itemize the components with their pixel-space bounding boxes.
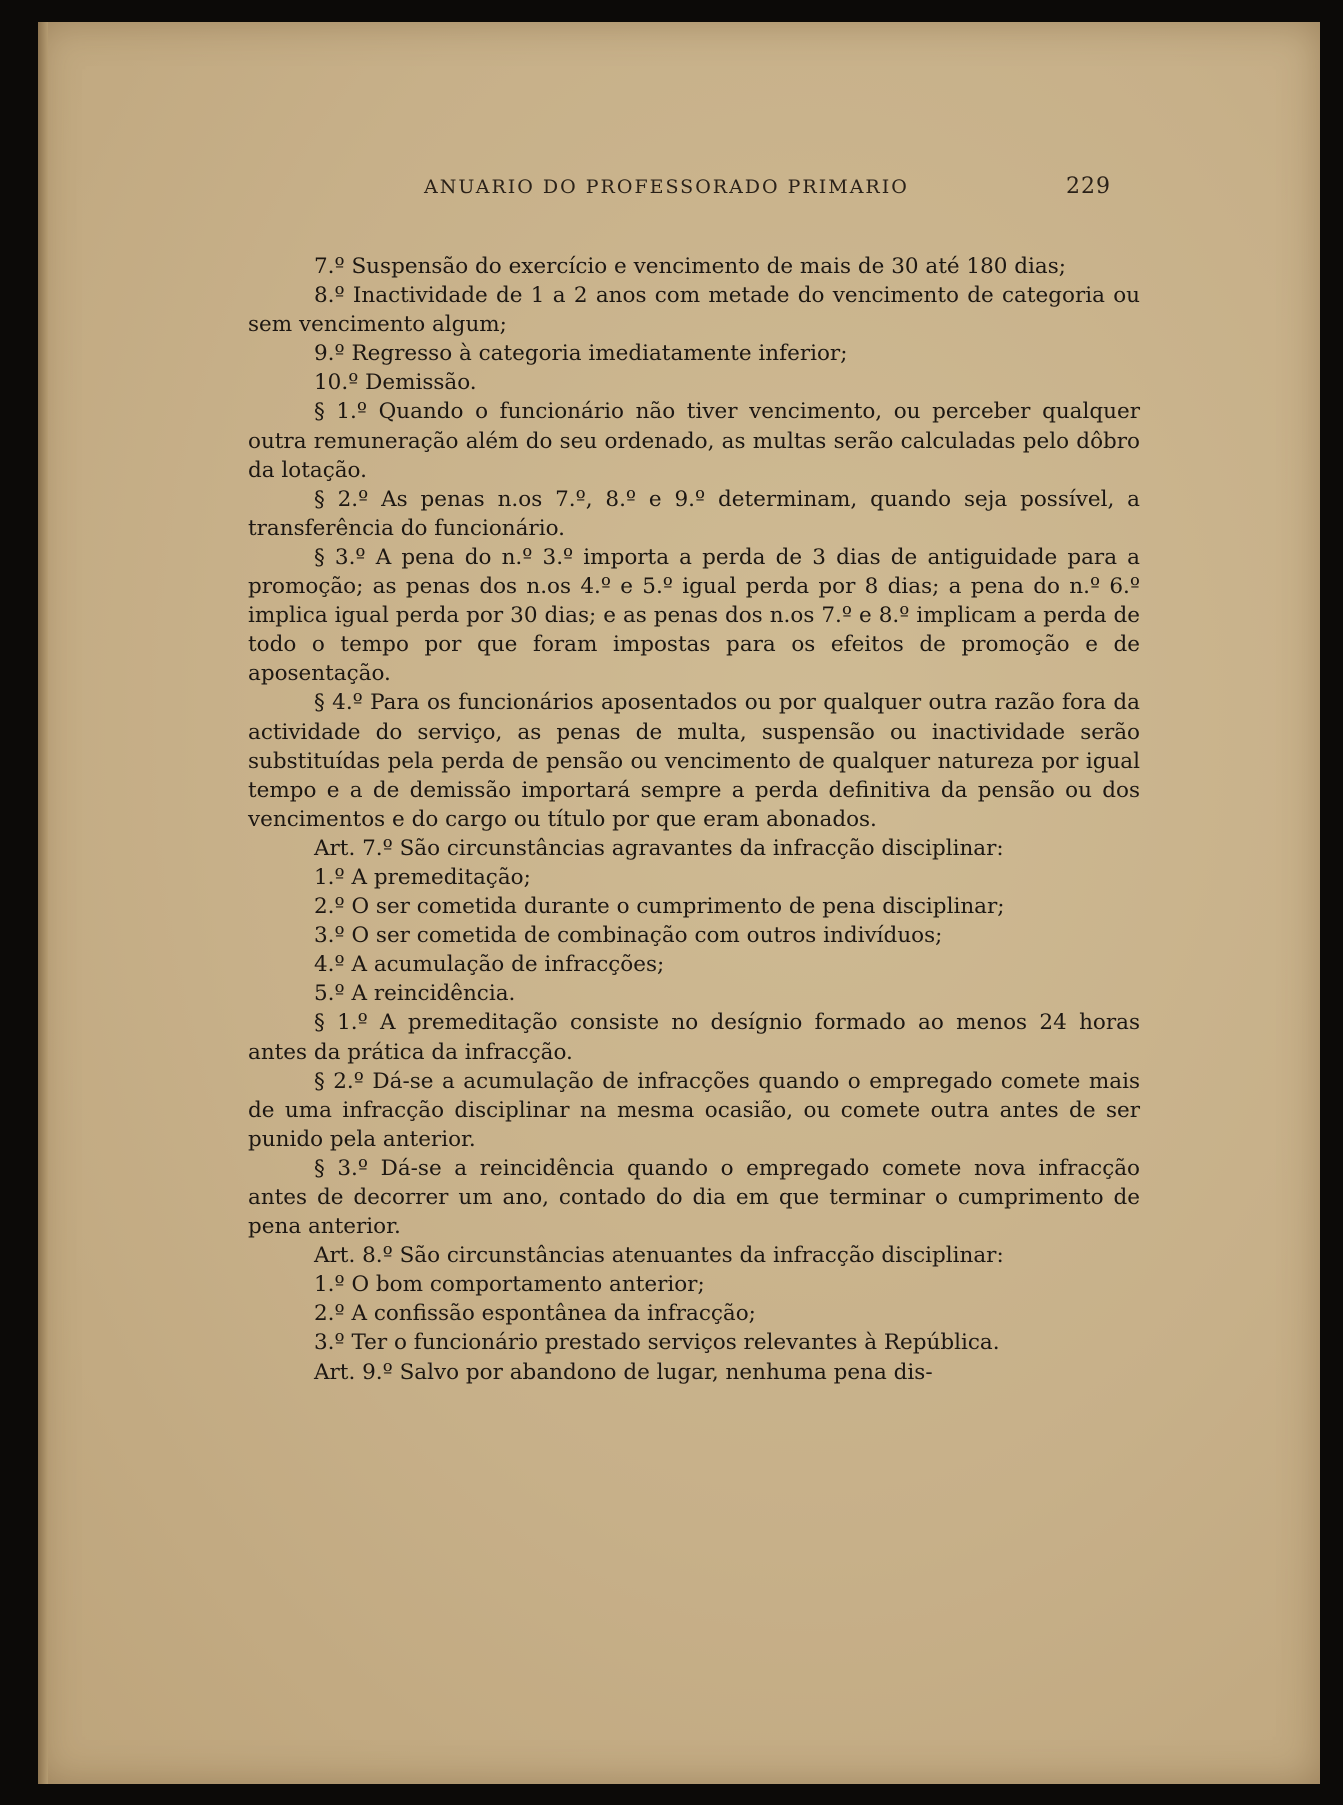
paragraph: § 2.º Dá-se a acumulação de infracções quando o empregado comete mais de uma infracção disciplinar na mesma ocasião, ou comete outra antes de ser punido pela anterior. (248, 1068, 1140, 1152)
paragraph: 8.º Inactividade de 1 a 2 anos com metade do vencimento de categoria ou sem vencimento algum; (248, 283, 1140, 338)
paragraph: 1.º O bom comportamento anterior; (314, 1272, 705, 1298)
paragraph: 3.º O ser cometida de combinação com outros indivíduos; (314, 923, 943, 949)
paragraph: Art. 8.º São circunstâncias atenuantes da infracção disciplinar: (314, 1243, 1004, 1269)
paragraph: § 4.º Para os funcionários aposentados ou por qualquer outra razão fora da actividade do serviço, as penas de multa, suspensão ou inactividade serão substituídas pela perda de pensão ou vencimento de qualquer natureza por igual tempo e a de demissão importará sempre a perda definitiva da pensão ou dos vencimentos e do cargo ou título por que eram abonados. (248, 690, 1140, 832)
paragraph: 2.º A confissão espontânea da infracção; (314, 1301, 756, 1327)
page-body-text (248, 252, 1140, 1387)
paragraph: 1.º A premeditação; (314, 864, 531, 890)
running-header (38, 172, 1320, 202)
paragraph: 4.º A acumulação de infracções; (314, 952, 665, 978)
paragraph: Art. 9.º Salvo por abandono de lugar, nenhuma pena dis- (314, 1359, 933, 1385)
paragraph: § 2.º As penas n.os 7.º, 8.º e 9.º determinam, quando seja possível, a transferência do funcionário. (248, 486, 1140, 541)
paragraph: Art. 7.º São circunstâncias agravantes da infracção disciplinar: (314, 835, 1004, 861)
paragraph: 2.º O ser cometida durante o cumprimento de pena disciplinar; (314, 894, 1005, 920)
paragraph: 9.º Regresso à categoria imediatamente inferior; (314, 341, 848, 367)
header-title: ANUARIO DO PROFESSORADO PRIMARIO (424, 176, 909, 198)
page-number: 229 (1066, 174, 1111, 199)
paragraph: 10.º Demissão. (314, 370, 477, 396)
paragraph: 7.º Suspensão do exercício e vencimento de mais de 30 até 180 dias; (314, 254, 1067, 279)
page-spine-edge (38, 22, 48, 1784)
paragraph: 3.º Ter o funcionário prestado serviços relevantes à República. (314, 1330, 1000, 1356)
paragraph: § 1.º A premeditação consiste no desígnio formado ao menos 24 horas antes da prática da infracção. (248, 1010, 1140, 1065)
book-page (38, 22, 1320, 1784)
paragraph: § 1.º Quando o funcionário não tiver vencimento, ou perceber qualquer outra remuneração além do seu ordenado, as multas serão calculadas pelo dôbro da lotação. (248, 399, 1140, 483)
paragraph: § 3.º Dá-se a reincidência quando o empregado comete nova infracção antes de decorrer um ano, contado do dia em que terminar o cumprimento de pena anterior. (248, 1155, 1140, 1240)
paragraph: 5.º A reincidência. (314, 981, 516, 1007)
paragraph: § 3.º A pena do n.º 3.º importa a perda de 3 dias de antiguidade para a promoção; as penas dos n.os 4.º e 5.º igual perda por 8 dias; a pena do n.º 6.º implica igual perda por 30 dias; e as penas dos n.os 7.º e 8.º implicam a perda de todo o tempo por que foram impostas para os efeitos de promoção e de aposentação. (248, 544, 1140, 687)
